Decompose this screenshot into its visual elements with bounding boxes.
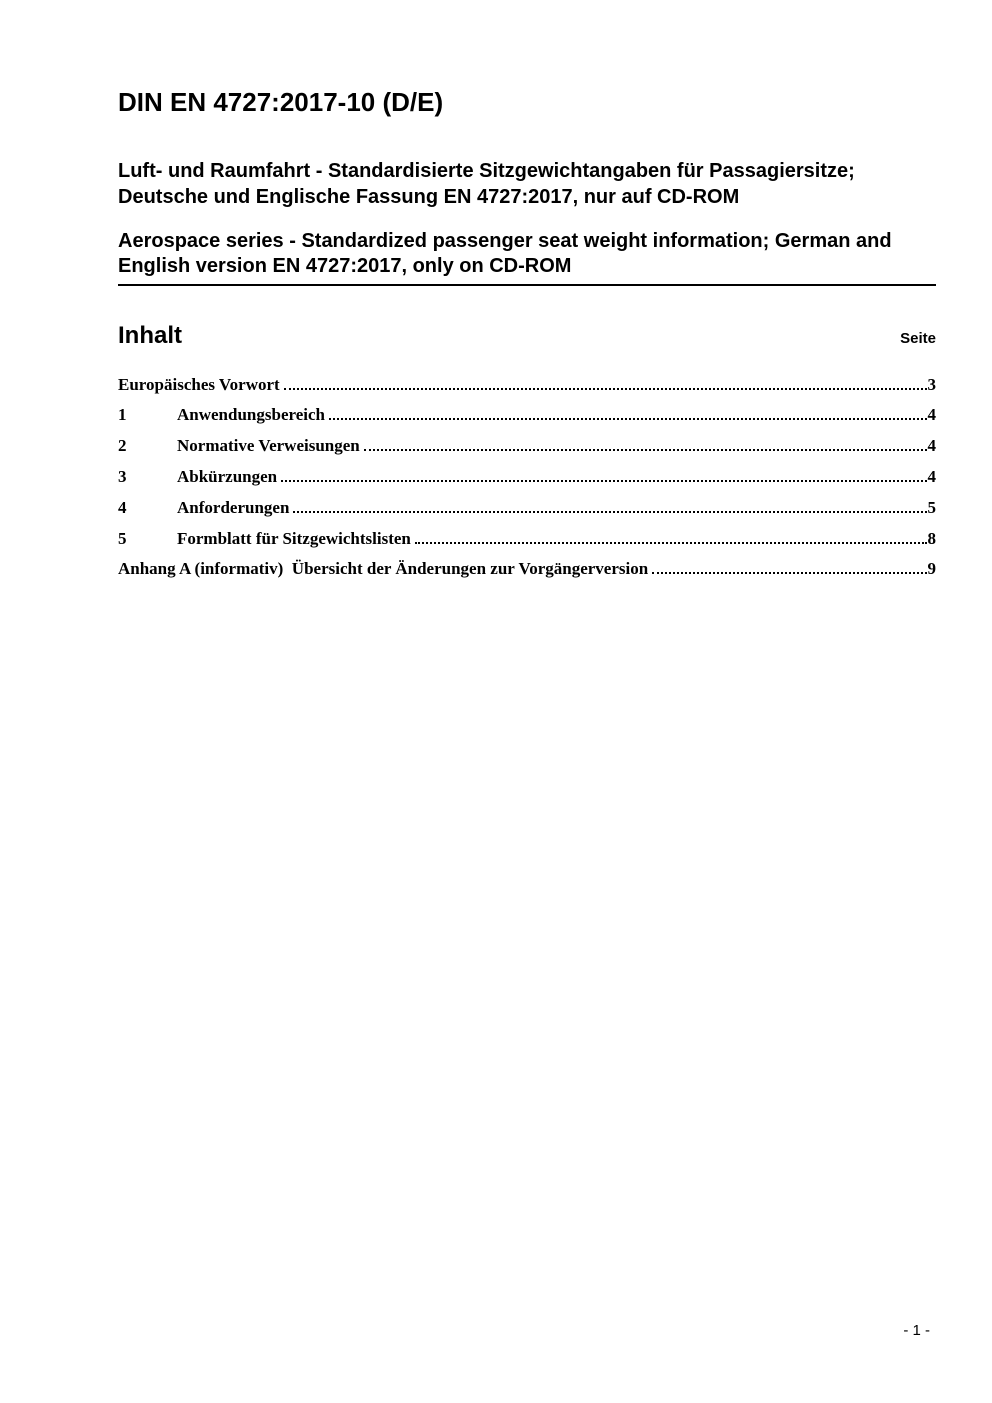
toc-entry-label: Anhang A (informativ) Übersicht der Änderungen zur Vorgängerversion [118, 559, 649, 579]
subtitle-english-line2: English version EN 4727:2017, only on CD-ROM [118, 254, 572, 277]
toc-heading: Inhalt [118, 321, 182, 349]
toc-entry-page: 5 [927, 497, 936, 517]
toc-entry-label: Normative Verweisungen [177, 436, 360, 456]
subtitle-english-line1: Aerospace series - Standardized passenger seat weight information; German and [118, 229, 892, 252]
toc-entry-label: Formblatt für Sitzgewichtslisten [177, 528, 411, 548]
toc-list [118, 375, 936, 591]
toc-entry-number: 3 [118, 467, 127, 487]
toc-entry-label: Abkürzungen [177, 467, 278, 487]
dot-leader [652, 572, 926, 574]
toc-header [118, 322, 936, 351]
toc-entry[interactable] [118, 436, 936, 467]
subtitle-german-line1: Luft- und Raumfahrt - Standardisierte Sitzgewichtangaben für Passagiersitze; [118, 159, 855, 182]
toc-entry[interactable] [118, 405, 936, 436]
toc-entry-page: 8 [927, 528, 936, 548]
page-number: - 1 - [903, 1322, 930, 1339]
toc-entry[interactable] [118, 498, 936, 529]
toc-page-column-label: Seite [900, 329, 936, 347]
subtitle-german [118, 158, 936, 210]
page-content [118, 0, 936, 590]
dot-leader [293, 511, 926, 513]
subtitle-german-line2: Deutsche und Englische Fassung EN 4727:2017, nur auf CD-ROM [118, 185, 740, 208]
toc-entry-page: 3 [927, 374, 936, 394]
header-divider [118, 284, 936, 286]
dot-leader [415, 542, 927, 544]
toc-entry-page: 4 [927, 405, 936, 425]
toc-entry-page: 4 [927, 467, 936, 487]
toc-entry-label: Anforderungen [177, 497, 290, 517]
toc-entry-number: 4 [118, 497, 127, 517]
dot-leader [329, 418, 927, 420]
document-title: DIN EN 4727:2017-10 (D/E) [118, 87, 444, 117]
toc-entry-page: 9 [927, 559, 936, 579]
dot-leader [284, 388, 927, 390]
subtitle-english [118, 229, 936, 279]
toc-entry-label: Anwendungsbereich [177, 405, 325, 425]
toc-entry[interactable] [118, 375, 936, 406]
toc-entry-page: 4 [927, 436, 936, 456]
toc-entry[interactable] [118, 467, 936, 498]
toc-entry-number: 2 [118, 436, 127, 456]
toc-entry-number: 5 [118, 528, 127, 548]
toc-entry-number: 1 [118, 405, 127, 425]
toc-entry[interactable] [118, 529, 936, 560]
dot-leader [281, 480, 926, 482]
dot-leader [364, 449, 927, 451]
toc-entry[interactable] [118, 559, 936, 590]
toc-entry-label: Europäisches Vorwort [118, 374, 280, 394]
